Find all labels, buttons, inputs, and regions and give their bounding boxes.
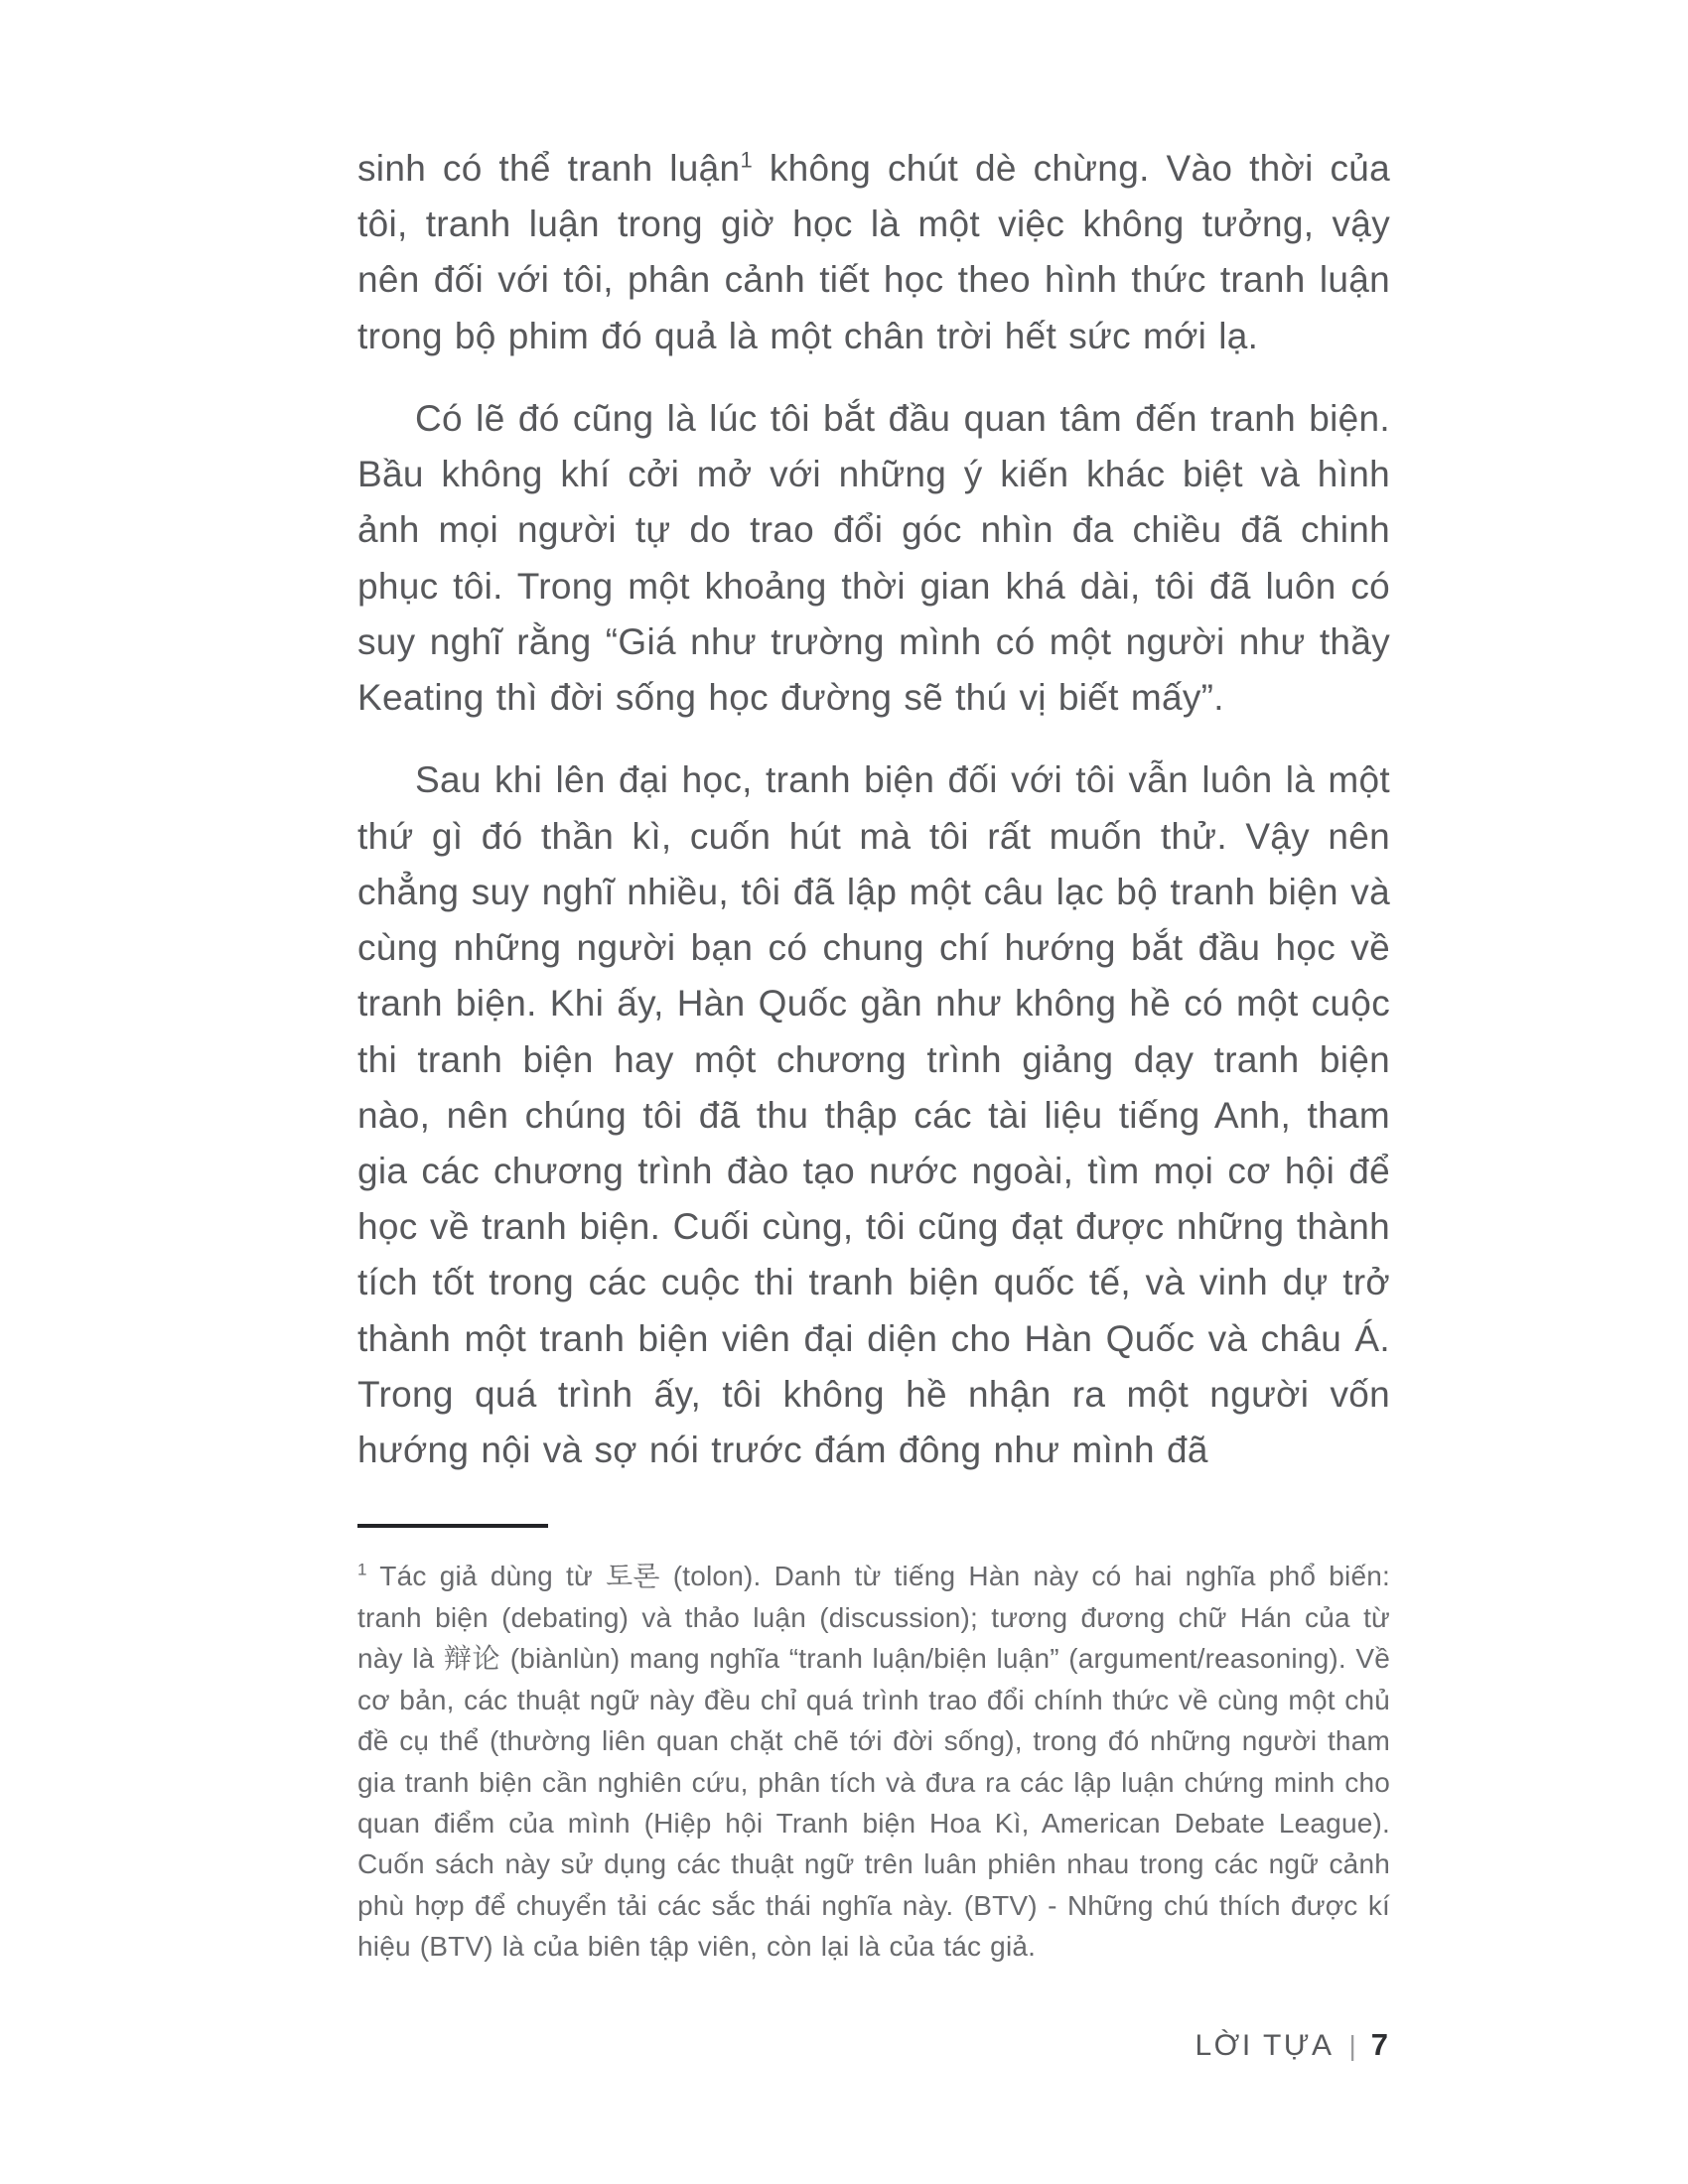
footnote-divider: [357, 1524, 548, 1528]
footnote-marker: 1: [357, 1561, 367, 1580]
footer-separator: |: [1348, 2030, 1356, 2061]
footnote-reference: 1: [740, 147, 753, 173]
footnote-section: [357, 1524, 1390, 1967]
paragraph-text: sinh có thể tranh luận: [357, 148, 741, 189]
footnote-text: Tác giả dùng từ 토론 (tolon). Danh từ tiếng Hàn này có hai nghĩa phổ biến: tranh biện (debating) và thảo luận (discussion); tương đương chữ Hán của từ này là 辩论 (biànlùn) mang nghĩa “tranh luận/biện luận” (argument/reasoning). Về cơ bản, các thuật ngữ này đều chỉ quá trình trao đổi chính thức về cùng một chủ đề cụ thể (thường liên quan chặt chẽ tới đời sống), trong đó những người tham gia tranh biện cần nghiên cứu, phân tích và đưa ra các lập luận chứng minh cho quan điểm của mình (Hiệp hội Tranh biện Hoa Kì, American Debate League). Cuốn sách này sử dụng các thuật ngữ trên luân phiên nhau trong các ngữ cảnh phù hợp để chuyển tải các sắc thái nghĩa này. (BTV) - Những chú thích được kí hiệu (BTV) là của biên tập viên, còn lại là của tác giả.: [357, 1561, 1390, 1963]
page-number: 7: [1370, 2027, 1388, 2062]
page-footer: [1195, 2027, 1388, 2063]
footnote: [357, 1556, 1390, 1967]
paragraph-text: không chút dè chừng. Vào thời của tôi, tranh luận trong giờ học là một việc không tưởng, vậy nên đối với tôi, phân cảnh tiết học theo hình thức tranh luận trong bộ phim đó quả là một chân trời hết sức mới lạ.: [357, 148, 1391, 356]
paragraph: Có lẽ đó cũng là lúc tôi bắt đầu quan tâm đến tranh biện. Bầu không khí cởi mở với những ý kiến khác biệt và hình ảnh mọi người tự do trao đổi góc nhìn đa chiều đã chinh phục tôi. Trong một khoảng thời gian khá dài, tôi đã luôn có suy nghĩ rằng “Giá như trường mình có một người như thầy Keating thì đời sống học đường sẽ thú vị biết mấy”.: [357, 397, 1390, 719]
paragraph: [357, 141, 1390, 364]
running-head: LỜI TỰA: [1195, 2029, 1335, 2062]
page-body: [357, 141, 1390, 1968]
paragraph: Sau khi lên đại học, tranh biện đối với tôi vẫn luôn là một thứ gì đó thần kì, cuốn hút mà tôi rất muốn thử. Vậy nên chẳng suy nghĩ nhiều, tôi đã lập một câu lạc bộ tranh biện và cùng những người bạn có chung chí hướng bắt đầu học về tranh biện. Khi ấy, Hàn Quốc gần như không hề có một cuộc thi tranh biện hay một chương trình giảng dạy tranh biện nào, nên chúng tôi đã thu thập các tài liệu tiếng Anh, tham gia các chương trình đào tạo nước ngoài, tìm mọi cơ hội để học về tranh biện. Cuối cùng, tôi cũng đạt được những thành tích tốt trong các cuộc thi tranh biện quốc tế, và vinh dự trở thành một tranh biện viên đại diện cho Hàn Quốc và châu Á. Trong quá trình ấy, tôi không hề nhận ra một người vốn hướng nội và sợ nói trước đám đông như mình đã: [357, 759, 1390, 1471]
